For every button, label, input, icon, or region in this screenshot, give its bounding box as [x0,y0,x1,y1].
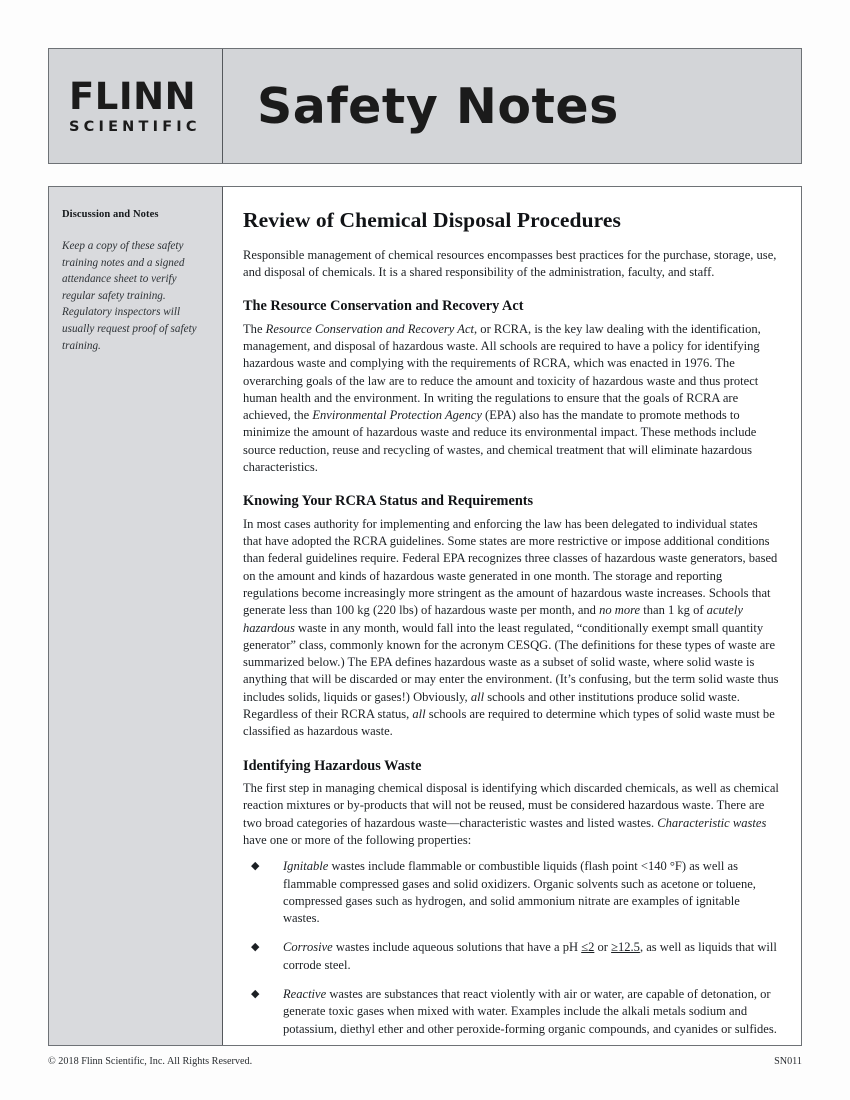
masthead-title: Safety Notes [257,77,619,135]
bullet-term-ignitable: Ignitable [283,859,329,874]
diamond-bullet-icon: ◆ [251,988,260,1001]
text-run: than 1 kg of [640,603,707,618]
emphasis-acutely-hazardous: acutely hazardous [243,603,743,635]
ph-symbol-upper: ≥12.5 [611,940,640,955]
text-run: or [594,940,612,955]
brand-logo [49,49,223,163]
footer-doc-code: SN011 [774,1056,802,1067]
text-run: , as well as liquids that will corrode steel. [283,940,777,972]
text-run: waste in any month, would fall into the least regulated, “conditionally exempt small quantity generator” class, commonly known for the acronym CESQG. (The definitions for these types of waste are summarized below.) The EPA defines hazardous waste as a subset of solid waste, where solid waste is anything that will be discarded or may enter the environment. (It’s confusing, but the term solid waste thus includes solids, liquids or gases!) Obviously, [243,620,779,704]
text-run: wastes include flammable or combustible liquids (flash point <140 °F) as well as flammable compressed gases and solid oxidizers. Organic solvents such as acetone or toluene, compressed gases such as hydrogen, and solid ammonium nitrate are examples of ignitable wastes. [283,859,756,926]
section-heading-rcra: The Resource Conservation and Recovery Act [243,298,524,315]
emphasis-no-more: no more [599,603,641,618]
emphasis-all-1: all [470,689,485,704]
diamond-bullet-icon: ◆ [251,941,260,954]
text-run: wastes include aqueous solutions that have a pH [332,940,582,955]
list-item [243,858,779,927]
section-heading-identifying: Identifying Hazardous Waste [243,757,422,774]
page-footer [48,1056,802,1067]
text-run: wastes are substances that react violently with air or water, are capable of detonation, or generate toxic gases when mixed with water. Examples include the alkali metals sodium and potassium, diethyl ether and other peroxide-forming organic compounds, and cyanides or sulfides. [283,987,777,1036]
text-run: In most cases authority for implementing and enforcing the law has been delegated to individual states that have adopted the RCRA guidelines. Some states are more restrictive or impose additional conditions than federal guidelines require. Federal EPA recognizes three classes of hazardous waste generators, based on the amount and kinds of hazardous waste generated in one month. The storage and reporting regulations become increasingly more stringent as the amount of hazardous waste increases. Schools that generate less than 100 kg (220 lbs) of hazardous waste per month, and [243,516,778,618]
footer-copyright: © 2018 Flinn Scientific, Inc. All Rights Reserved. [48,1056,253,1067]
content-frame [48,186,802,1046]
text-run: The [243,321,266,336]
section-paragraph-rcra [243,321,779,477]
text-run: The first step in managing chemical disposal is identifying which discarded chemicals, as well as chemical reaction mixtures or by-products that will not be reused, must be considered hazardous waste. There are two broad categories of hazardous waste—characteristic wastes and listed wastes. [243,781,779,830]
section-paragraph-identifying [243,780,779,849]
text-run: have one or more of the following properties: [243,832,472,847]
section-heading-status: Knowing Your RCRA Status and Requirements [243,493,534,510]
main-content [223,187,801,1045]
sidebar-heading: Discussion and Notes [62,209,159,220]
emphasis-rcra-act: Resource Conservation and Recovery Act [265,321,475,336]
characteristic-waste-list [243,858,779,1038]
sidebar-note: Keep a copy of these safety training notes and a signed attendance sheet to verify regular safety training. Regulatory inspectors will usually request proof of safety training. [62,240,197,352]
bullet-term-reactive: Reactive [283,987,327,1002]
list-item [243,939,779,974]
emphasis-characteristic-wastes: Characteristic wastes [657,815,767,830]
page-title: Review of Chemical Disposal Procedures [243,208,622,232]
text-run: schools and other institutions produce solid waste. Regardless of their RCRA status, [243,689,740,722]
ph-symbol-lower: ≤2 [581,940,595,955]
text-run: schools are required to determine which types of solid waste must be classified as hazardous waste. [243,707,775,739]
brand-name-primary: FLINN [69,74,197,118]
masthead-title-area [223,49,801,163]
emphasis-epa: Environmental Protection Agency [312,408,482,423]
diamond-bullet-icon: ◆ [251,860,260,873]
section-paragraph-status [243,516,779,741]
list-item [243,986,779,1038]
text-run: , or RCRA, is the key law dealing with the identification, management, and disposal of hazardous waste. All schools are required to have a policy for identifying hazardous waste and complying with the requirements of RCRA, which was enacted in 1976. The overarching goals of the law are to reduce the amount and toxicity of hazardous waste and thus protect human health and the environment. In writing the regulations to ensure that the goals of RCRA are achieved, the [243,321,761,423]
intro-paragraph: Responsible management of chemical resources encompasses best practices for the purchase, storage, use, and disposal of chemicals. It is a shared responsibility of the administration, faculty, and staff. [243,247,777,279]
bullet-term-corrosive: Corrosive [283,940,333,955]
text-run: (EPA) also has the mandate to promote methods to minimize the amount of hazardous waste and reduce its environmental impact. These methods include source reduction, reuse and recycling of wastes, and chemical treatment that will eliminate hazardous characteristics. [243,408,757,475]
emphasis-all-2: all [412,707,426,722]
sidebar [49,187,223,1045]
brand-name-secondary: SCIENTIFIC [69,118,201,135]
masthead-banner [48,48,802,164]
